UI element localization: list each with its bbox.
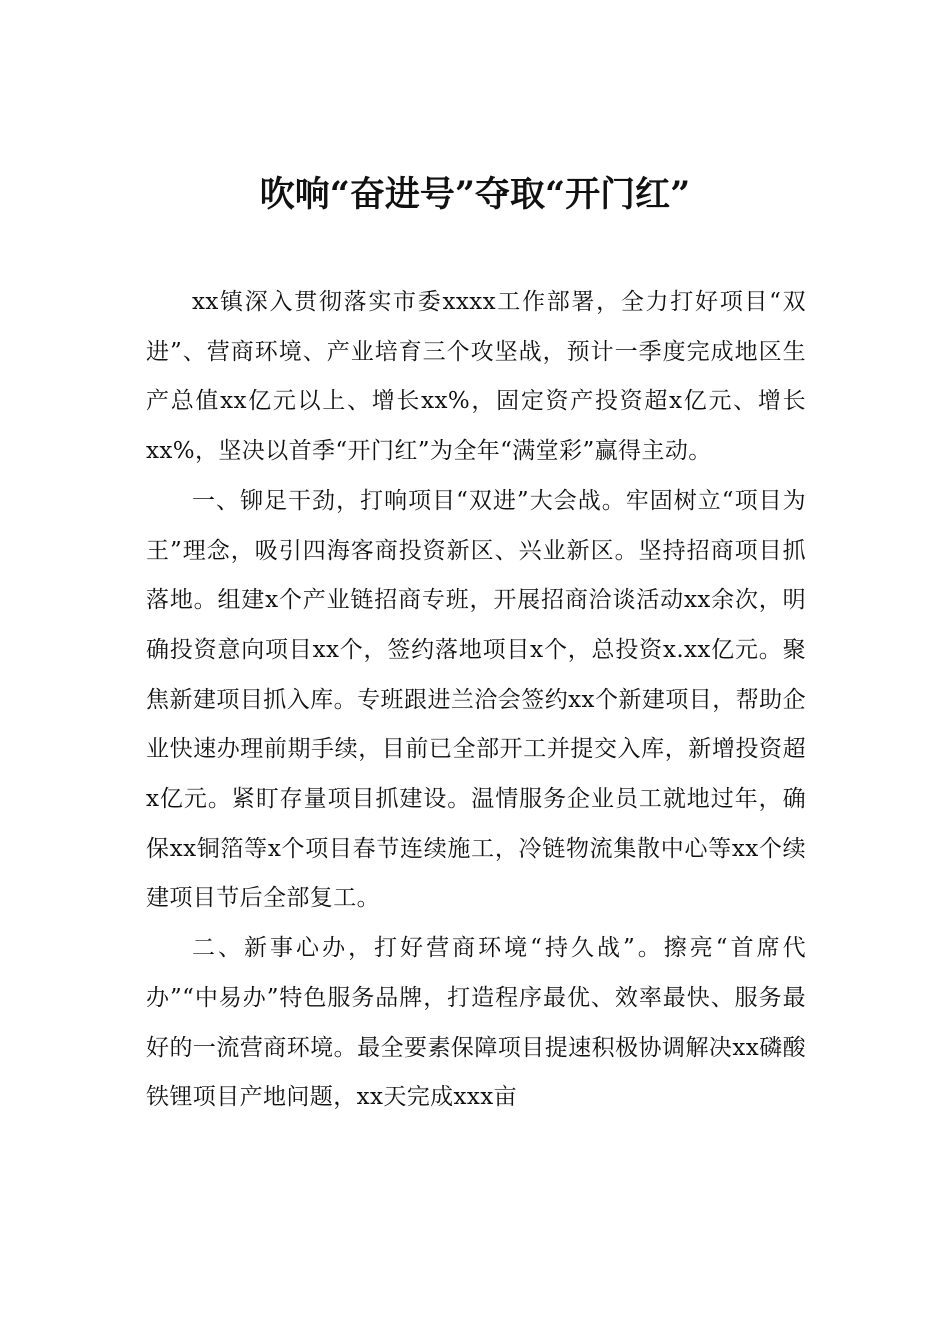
paragraph-section-one: 一、铆足干劲，打响项目“双进”大会战。牢固树立“项目为王”理念，吸引四海客商投资新区、兴业新区。坚持招商项目抓落地。组建x个产业链招商专班，开展招商洽谈活动xx余次，明确投资意向项目xx个，签约落地项目x个，总投资x.xx亿元。聚焦新建项目抓入库。专班跟进兰洽会签约xx个新建项目，帮助企业快速办理前期手续，目前已全部开工并提交入库，新增投资超x亿元。紧盯存量项目抓建设。温情服务企业员工就地过年，确保xx铜箔等x个项目春节连续施工，冷链物流集散中心等xx个续建项目节后全部复工。 (146, 487, 806, 912)
paragraph-intro: xx镇深入贯彻落实市委xxxx工作部署，全力打好项目“双进”、营商环境、产业培育三个攻坚战，预计一季度完成地区生产总值xx亿元以上、增长xx%，固定资产投资超x亿元、增长xx%，坚决以首季“开门红”为全年“满堂彩”赢得主动。 (146, 289, 806, 465)
document-body (146, 278, 806, 1123)
document-title: 吹响“奋进号”夺取“开门红” (259, 174, 691, 215)
paragraph-section-two: 二、新事心办，打好营商环境“持久战”。擦亮“首席代办”“中易办”特色服务品牌，打造程序最优、效率最快、服务最好的一流营商环境。最全要素保障项目提速积极协调解决xx磷酸铁锂项目产地问题，xx天完成xxx亩 (146, 935, 806, 1111)
